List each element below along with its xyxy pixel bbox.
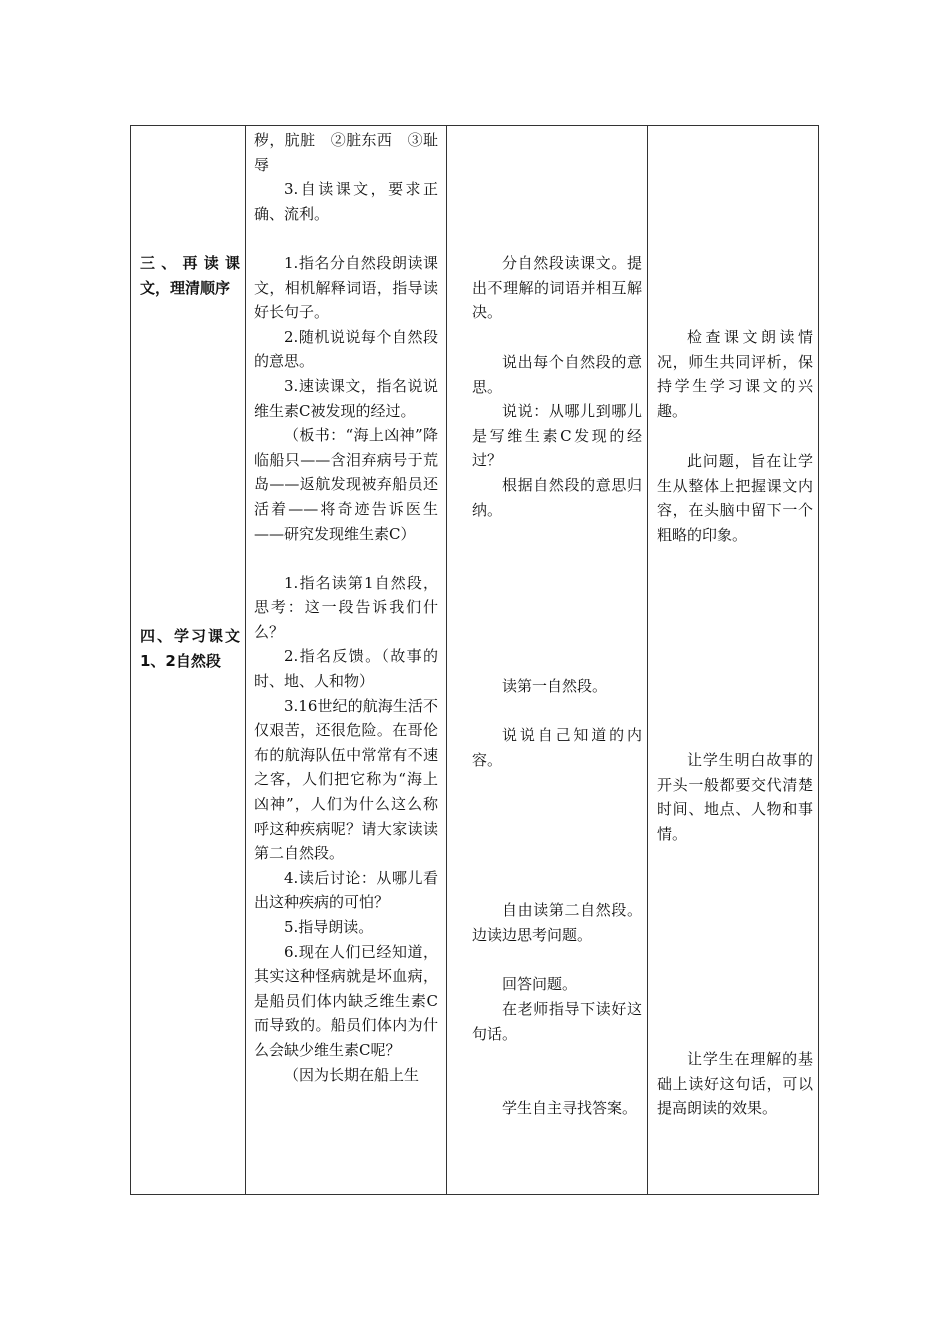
column-divider (647, 126, 648, 1194)
teacher-text: （因为长期在船上生 (284, 1065, 420, 1084)
teacher-text: 1.指名读第1自然段，思考：这一段告诉我们什么？ (254, 573, 438, 641)
teacher-text: 1.指名分自然段朗读课文，相机解释词语，指导读好长句子。 (254, 253, 438, 322)
design-intent: 检查课文朗读情况，师生共同评析，保持学生学习课文的兴趣。 (657, 328, 813, 420)
student-activity: 说说自己知道的内容。 (472, 726, 642, 769)
teacher-text: 秽，肮脏 ②脏东西 ③耻辱 (254, 131, 438, 174)
teacher-text: 2.随机说说每个自然段的意思。 (254, 327, 438, 371)
column-divider (446, 126, 447, 1194)
teacher-text: 6.现在人们已经知道，其实这种怪病就是坏血病，是船员们体内缺乏维生素C而导致的。船员们体内为什么会缺少维生素C呢？ (254, 942, 438, 1059)
student-activity: 读第一自然段。 (502, 677, 608, 695)
section-heading-3: 三、再读课文，理清顺序 (140, 254, 240, 297)
teacher-text: 4.读后讨论：从哪儿看出这种疾病的可怕？ (254, 868, 438, 912)
teacher-text: 3.16世纪的航海生活不仅艰苦，还很危险。在哥伦布的航海队伍中常常有不速之客，人们把它称为“海上凶神”，人们为什么这么称呼这种疾病呢？请大家读读第二自然段。 (254, 696, 438, 863)
teacher-activities (254, 128, 438, 1087)
student-activity: 自由读第二自然段。边读边思考问题。 (472, 901, 642, 944)
teacher-text: 5.指导朗读。 (284, 918, 374, 936)
student-activity: 分自然段读课文。提出不理解的词语并相互解决。 (472, 254, 642, 322)
teacher-text: 3.自读课文，要求正确、流利。 (254, 180, 438, 223)
student-activity: 根据自然段的意思归纳。 (472, 476, 642, 519)
student-activity: 在老师指导下读好这句话。 (472, 1000, 642, 1043)
student-activity: 说出每个自然段的意思。 (472, 353, 642, 396)
student-activity: 说说：从哪儿到哪儿是写维生素C发现的经过？ (472, 402, 642, 470)
teacher-text: 2.指名反馈。（故事的时、地、人和物） (254, 647, 438, 691)
design-intent: 让学生明白故事的开头一般都要交代清楚时间、地点、人物和事情。 (657, 751, 813, 843)
column-divider (245, 126, 246, 1194)
blackboard-note: （板书：“海上凶神”降临船只——含泪弃病号于荒岛——返航发现被弃船员还活着——将奇迹告诉医生——研究发现维生素C） (254, 426, 438, 543)
design-intent: 此问题，旨在让学生从整体上把握课文内容，在头脑中留下一个粗略的印象。 (657, 452, 813, 544)
student-activity: 学生自主寻找答案。 (502, 1099, 638, 1117)
teacher-text: 3.速读课文，指名说说维生素C被发现的经过。 (254, 376, 438, 420)
design-intent: 让学生在理解的基础上读好这句话，可以提高朗读的效果。 (657, 1050, 813, 1118)
student-activity: 回答问题。 (502, 975, 578, 993)
section-heading-4: 四、学习课文1、2自然段 (140, 627, 240, 670)
lesson-plan-table (130, 125, 819, 1195)
